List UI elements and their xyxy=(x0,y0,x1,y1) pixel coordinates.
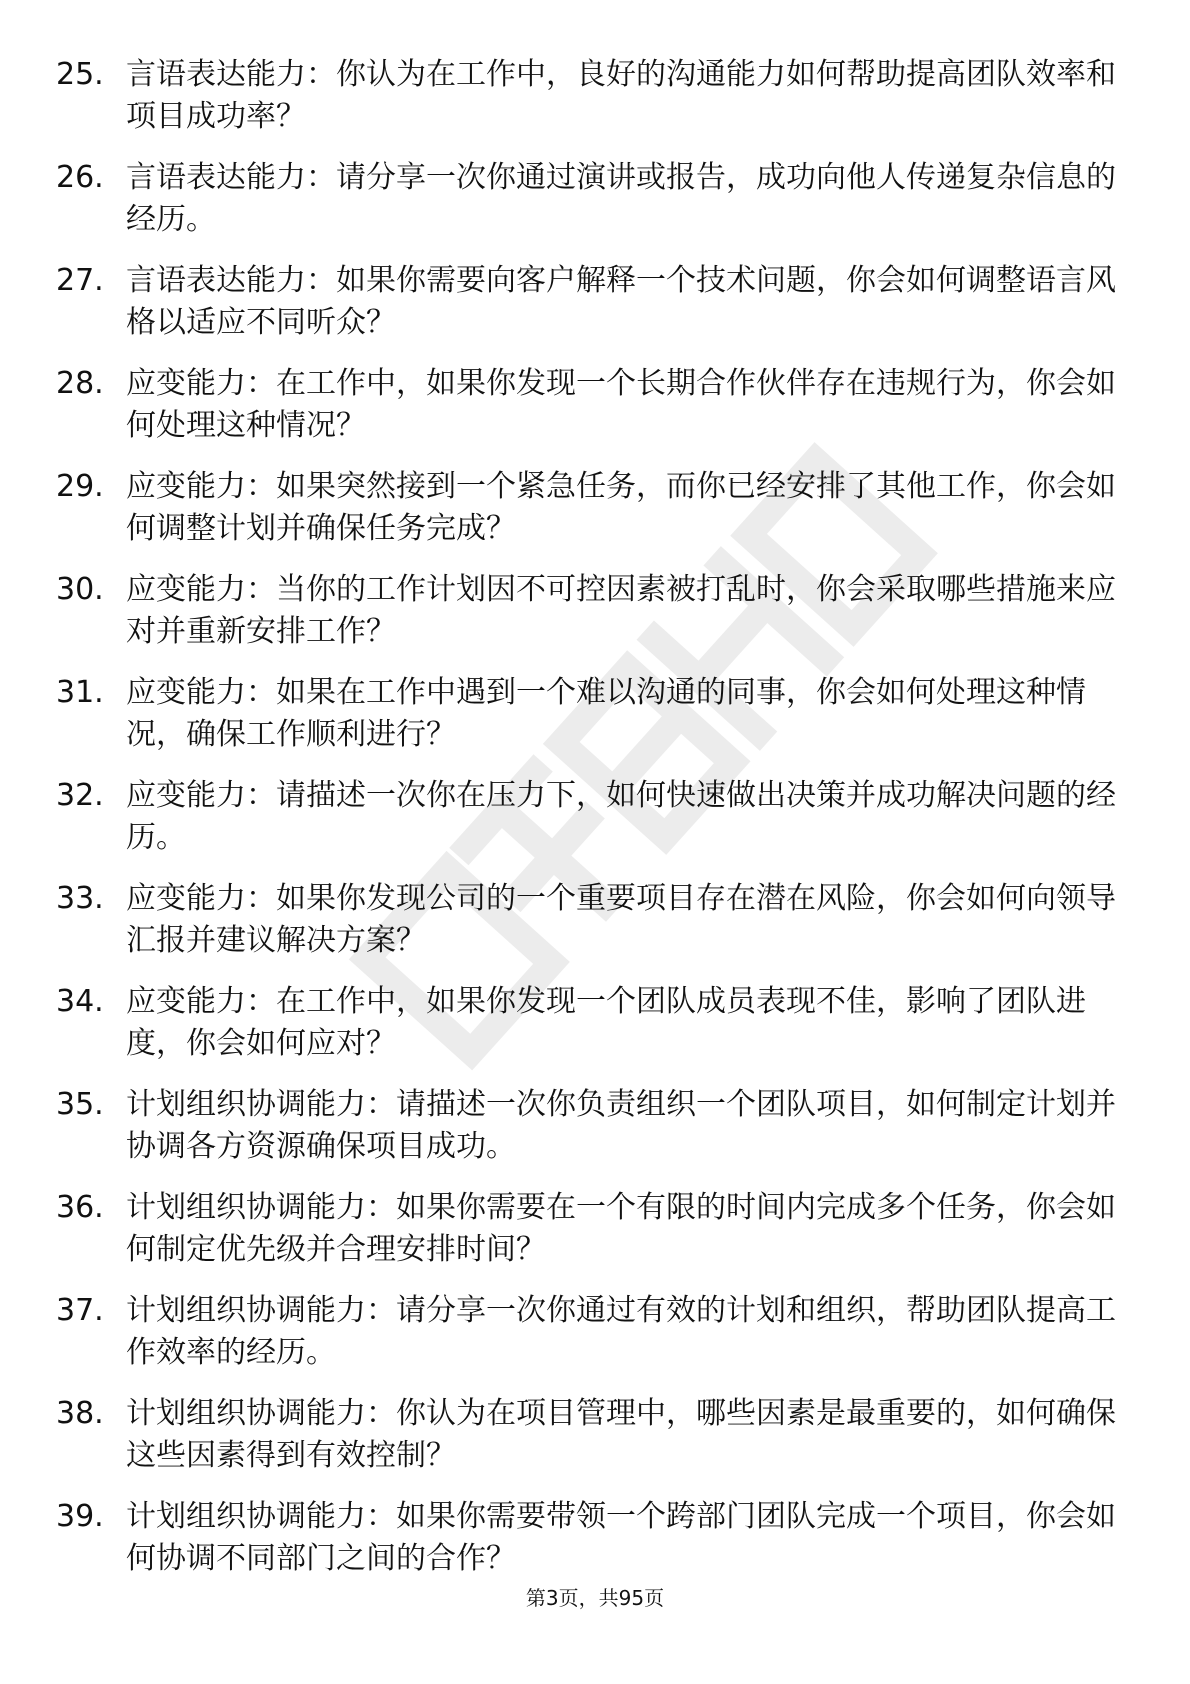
list-item xyxy=(56,1187,1136,1290)
item-text: 计划组织协调能力：请分享一次你通过有效的计划和组织，帮助团队提高工作效率的经历。 xyxy=(126,1293,1116,1370)
item-text: 应变能力：请描述一次你在压力下，如何快速做出决策并成功解决问题的经历。 xyxy=(126,778,1116,855)
list-item xyxy=(56,672,1136,775)
list-item xyxy=(56,569,1136,672)
list-item xyxy=(56,157,1136,260)
item-number: 27. xyxy=(56,263,104,298)
item-text: 应变能力：如果突然接到一个紧急任务，而你已经安排了其他工作，你会如何调整计划并确保任务完成？ xyxy=(126,469,1116,546)
list-item xyxy=(56,1084,1136,1187)
list-item xyxy=(56,775,1136,878)
list-item xyxy=(56,1290,1136,1393)
item-number: 34. xyxy=(56,984,104,1019)
item-number: 26. xyxy=(56,160,104,195)
list-item xyxy=(56,981,1136,1084)
item-number: 31. xyxy=(56,675,104,710)
item-number: 39. xyxy=(56,1499,104,1534)
item-number: 37. xyxy=(56,1293,104,1328)
item-number: 30. xyxy=(56,572,104,607)
list-item xyxy=(56,363,1136,466)
list-item xyxy=(56,1393,1136,1496)
item-number: 25. xyxy=(56,57,104,92)
item-number: 28. xyxy=(56,366,104,401)
item-text: 应变能力：当你的工作计划因不可控因素被打乱时，你会采取哪些措施来应对并重新安排工作？ xyxy=(126,572,1116,649)
item-number: 29. xyxy=(56,469,104,504)
item-text: 言语表达能力：你认为在工作中，良好的沟通能力如何帮助提高团队效率和项目成功率？ xyxy=(126,57,1116,134)
list-item xyxy=(56,260,1136,363)
question-list xyxy=(56,54,1136,1599)
item-text: 应变能力：如果在工作中遇到一个难以沟通的同事，你会如何处理这种情况，确保工作顺利进行？ xyxy=(126,675,1086,752)
list-item xyxy=(56,878,1136,981)
item-text: 计划组织协调能力：如果你需要在一个有限的时间内完成多个任务，你会如何制定优先级并合理安排时间？ xyxy=(126,1190,1116,1267)
page-footer: 第3页，共95页 xyxy=(525,1586,665,1610)
item-text: 计划组织协调能力：如果你需要带领一个跨部门团队完成一个项目，你会如何协调不同部门之间的合作？ xyxy=(126,1499,1116,1576)
item-number: 32. xyxy=(56,778,104,813)
item-number: 35. xyxy=(56,1087,104,1122)
item-text: 言语表达能力：如果你需要向客户解释一个技术问题，你会如何调整语言风格以适应不同听众？ xyxy=(126,263,1116,340)
item-text: 计划组织协调能力：你认为在项目管理中，哪些因素是最重要的，如何确保这些因素得到有效控制？ xyxy=(126,1396,1116,1473)
item-text: 应变能力：在工作中，如果你发现一个团队成员表现不佳，影响了团队进度，你会如何应对？ xyxy=(126,984,1086,1061)
item-text: 应变能力：在工作中，如果你发现一个长期合作伙伴存在违规行为，你会如何处理这种情况？ xyxy=(126,366,1116,443)
list-item xyxy=(56,466,1136,569)
item-text: 应变能力：如果你发现公司的一个重要项目存在潜在风险，你会如何向领导汇报并建议解决方案？ xyxy=(126,881,1116,958)
item-number: 33. xyxy=(56,881,104,916)
list-item xyxy=(56,54,1136,157)
item-text: 言语表达能力：请分享一次你通过演讲或报告，成功向他人传递复杂信息的经历。 xyxy=(126,160,1116,237)
item-number: 38. xyxy=(56,1396,104,1431)
item-number: 36. xyxy=(56,1190,104,1225)
item-text: 计划组织协调能力：请描述一次你负责组织一个团队项目，如何制定计划并协调各方资源确保项目成功。 xyxy=(126,1087,1116,1164)
